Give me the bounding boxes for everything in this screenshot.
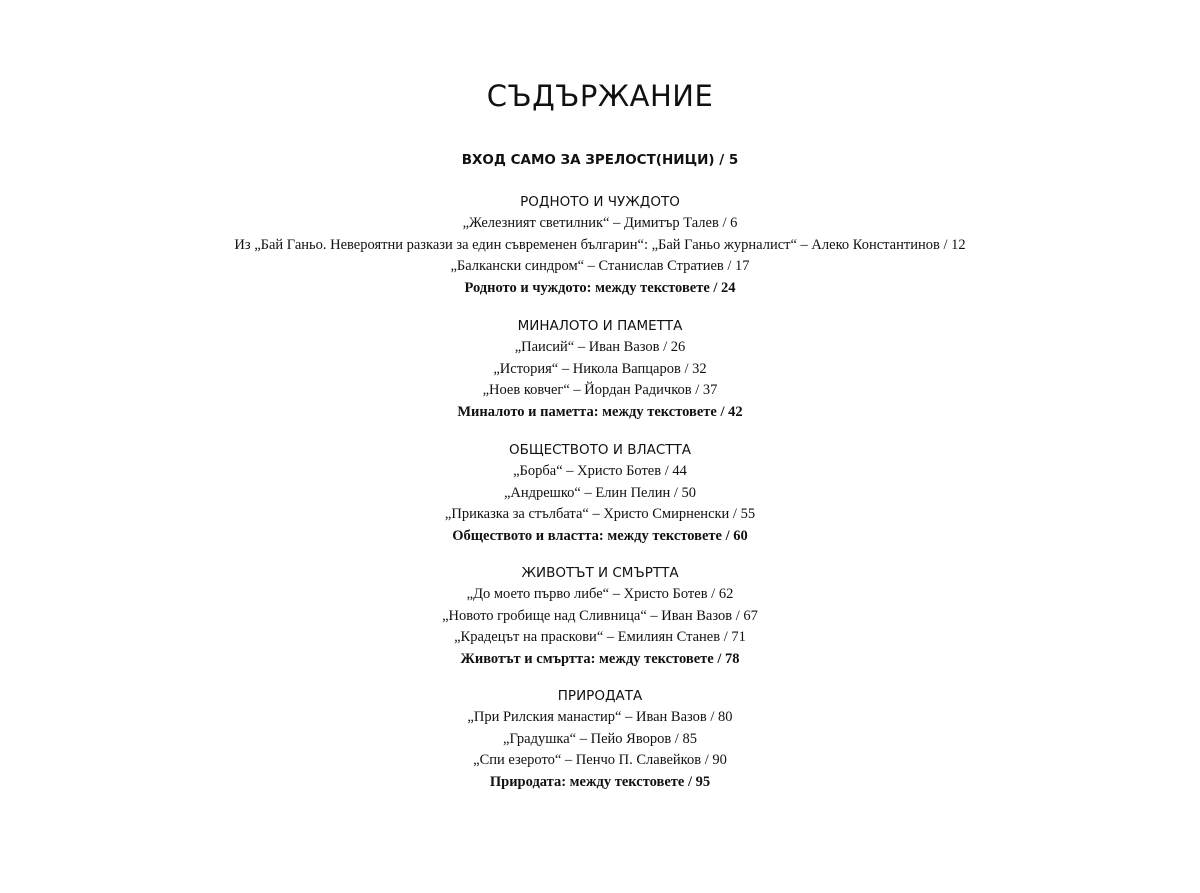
section-native-and-foreign: [0, 192, 1200, 299]
toc-entry: „Ноев ковчег“ – Йордан Радичков / 37: [482, 382, 718, 398]
toc-entry: „Градушка“ – Пейо Яворов / 85: [503, 730, 697, 747]
section-heading: МИНАЛОТО И ПАМЕТТА: [517, 318, 683, 334]
toc-entry: Из „Бай Ганьо. Невероятни разкази за един съвременен българин“: „Бай Ганьо журналист“ – Алеко Константинов / 12: [234, 236, 966, 253]
section-nature: [0, 686, 1200, 793]
section-heading: РОДНОТО И ЧУЖДОТО: [520, 194, 680, 210]
section-summary: Миналото и паметта: между текстовете / 42: [457, 403, 743, 420]
toc-entry: „Паисий“ – Иван Вазов / 26: [514, 339, 686, 355]
toc-entry: „История“ – Никола Вапцаров / 32: [493, 360, 707, 377]
section-society-and-power: [0, 440, 1200, 547]
toc-entry: „Крадецът на праскови“ – Емилиян Станев / 71: [454, 629, 746, 645]
section-summary: Обществото и властта: между текстовете / 60: [452, 527, 748, 544]
section-summary: Природата: между текстовете / 95: [489, 773, 711, 790]
toc-entry: „При Рилския манастир“ – Иван Вазов / 80: [467, 709, 733, 725]
section-summary: Родното и чуждото: между текстовете / 24: [464, 279, 736, 296]
section-heading: ПРИРОДАТА: [557, 688, 643, 704]
section-summary: Животът и смъртта: между текстовете / 78: [460, 650, 740, 667]
section-past-and-memory: [0, 316, 1200, 423]
toc-entry: „Новото гробище над Сливница“ – Иван Вазов / 67: [442, 607, 758, 624]
section-heading: ОБЩЕСТВОТО И ВЛАСТТА: [508, 442, 692, 458]
intro-entry: ВХОД САМО ЗА ЗРЕЛОСТ(НИЦИ) / 5: [461, 152, 739, 168]
toc-entry: „Андрешко“ – Елин Пелин / 50: [503, 484, 697, 501]
toc-entry: „Спи езерото“ – Пенчо П. Славейков / 90: [473, 752, 727, 768]
toc-entry: „Приказка за стълбата“ – Христо Смирненски / 55: [444, 506, 756, 522]
toc-entry: „Борба“ – Христо Ботев / 44: [513, 463, 687, 479]
toc-entry: „До моето първо либе“ – Христо Ботев / 62: [466, 586, 734, 602]
section-life-and-death: [0, 563, 1200, 670]
toc-entry: „Железният светилник“ – Димитър Талев / 6: [462, 215, 738, 231]
page-title: СЪДЪРЖАНИЕ: [486, 79, 714, 113]
toc-entry: „Балкански синдром“ – Станислав Стратиев / 17: [450, 258, 750, 274]
section-heading: ЖИВОТЪТ И СМЪРТТА: [521, 565, 679, 581]
